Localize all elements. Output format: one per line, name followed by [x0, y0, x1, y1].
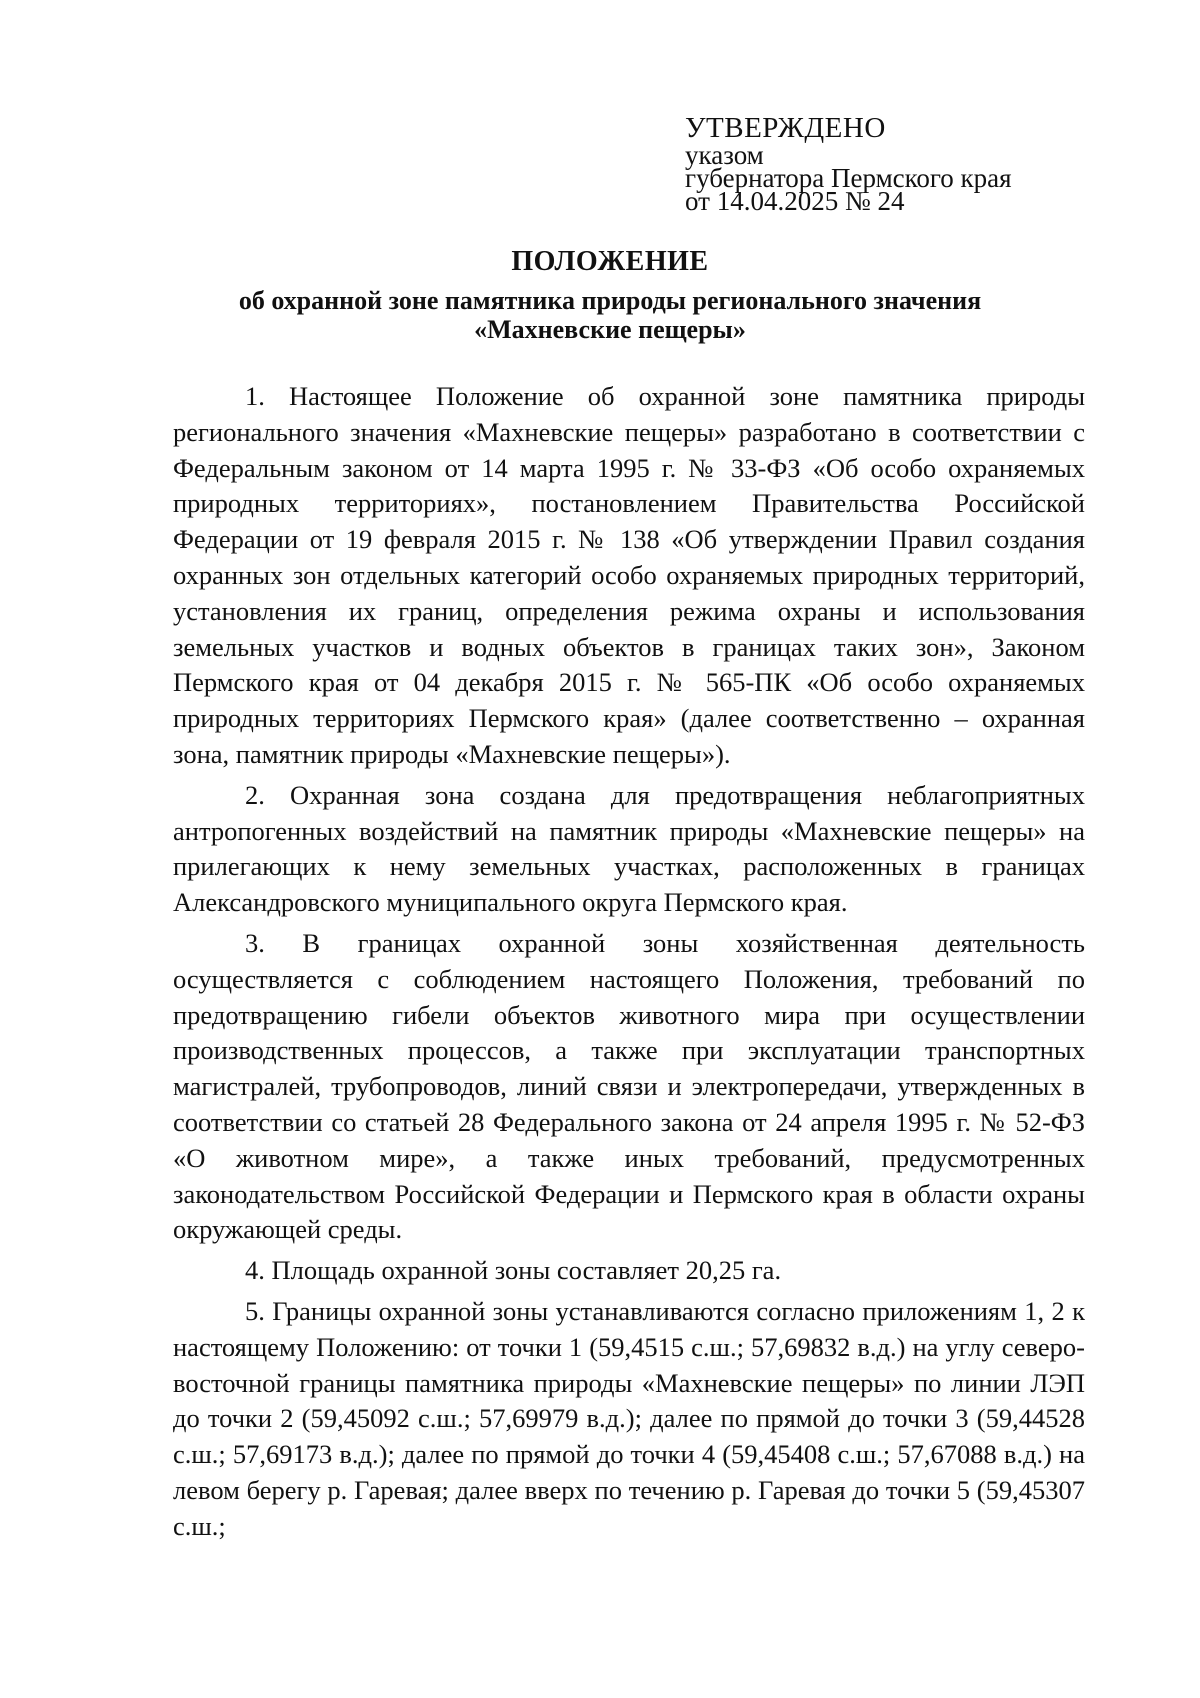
paragraph-3: 3. В границах охранной зоны хозяйственная деятельность осуществляется с соблюдением настоящего Положения, требований по предотвращению гибели объектов животного мира при осуществлении производственных процессов, а также при эксплуатации транспортных магистралей, трубопроводов, линий связи и электропередачи, утвержденных в соответствии со статьей 28 Федерального закона от 24 апреля 1995 г. № 52-ФЗ «О животном мире», а также иных требований, предусмотренных законодательством Российской Федерации и Пермского края в области охраны окружающей среды. — [173, 927, 1085, 1245]
paragraph-5: 5. Границы охранной зоны устанавливаются согласно приложениям 1, 2 к настоящему Положению: от точки 1 (59,4515 с.ш.; 57,69832 в.д.) на углу северо-восточной границы памятника природы «Махневские пещеры» по линии ЛЭП до точки 2 (59,45092 с.ш.; 57,69979 в.д.); далее по прямой до точки 3 (59,44528 с.ш.; 57,69173 в.д.); далее по прямой до точки 4 (59,45408 с.ш.; 57,67088 в.д.) на левом берегу р. Гаревая; далее вверх по течению р. Гаревая до точки 5 (59,45307 с.ш.; — [173, 1295, 1085, 1541]
document-title: ПОЛОЖЕНИЕ — [511, 246, 709, 277]
approval-line-date: от 14.04.2025 № 24 — [685, 186, 905, 216]
paragraph-4: 4. Площадь охранной зоны составляет 20,25 га. — [245, 1255, 782, 1286]
approval-line-governor: губернатора Пермского края — [685, 163, 1012, 193]
paragraph-2: 2. Охранная зона создана для предотвращения неблагоприятных антропогенных воздействий на памятник природы «Махневские пещеры» на прилегающих к нему земельных участках, расположенных в границах Александровского муниципального округа Пермского края. — [173, 779, 1085, 918]
approval-block — [685, 112, 1115, 216]
approval-line-decree: указом — [685, 140, 764, 170]
document-subtitle — [160, 286, 1060, 344]
paragraph-1: 1. Настоящее Положение об охранной зоне памятника природы регионального значения «Махневские пещеры» разработано в соответствии с Федеральным законом от 14 марта 1995 г. № 33-ФЗ «Об особо охраняемых природных территориях», постановлением Правительства Российской Федерации от 19 февраля 2015 г. № 138 «Об утверждении Правил создания охранных зон отдельных категорий особо охраняемых природных территорий, установления их границ, определения режима охраны и использования земельных участков и водных объектов в границах таких зон», Законом Пермского края от 04 декабря 2015 г. № 565-ПК «Об особо охраняемых природных территориях Пермского края» (далее соответственно – охранная зона, памятник природы «Махневские пещеры»). — [173, 381, 1085, 769]
document-subtitle-line-2: «Махневские пещеры» — [474, 315, 746, 344]
approval-title: УТВЕРЖДЕНО — [685, 112, 886, 144]
document-body — [173, 379, 1085, 1550]
document-subtitle-line-1: об охранной зоне памятника природы регионального значения — [238, 286, 982, 315]
